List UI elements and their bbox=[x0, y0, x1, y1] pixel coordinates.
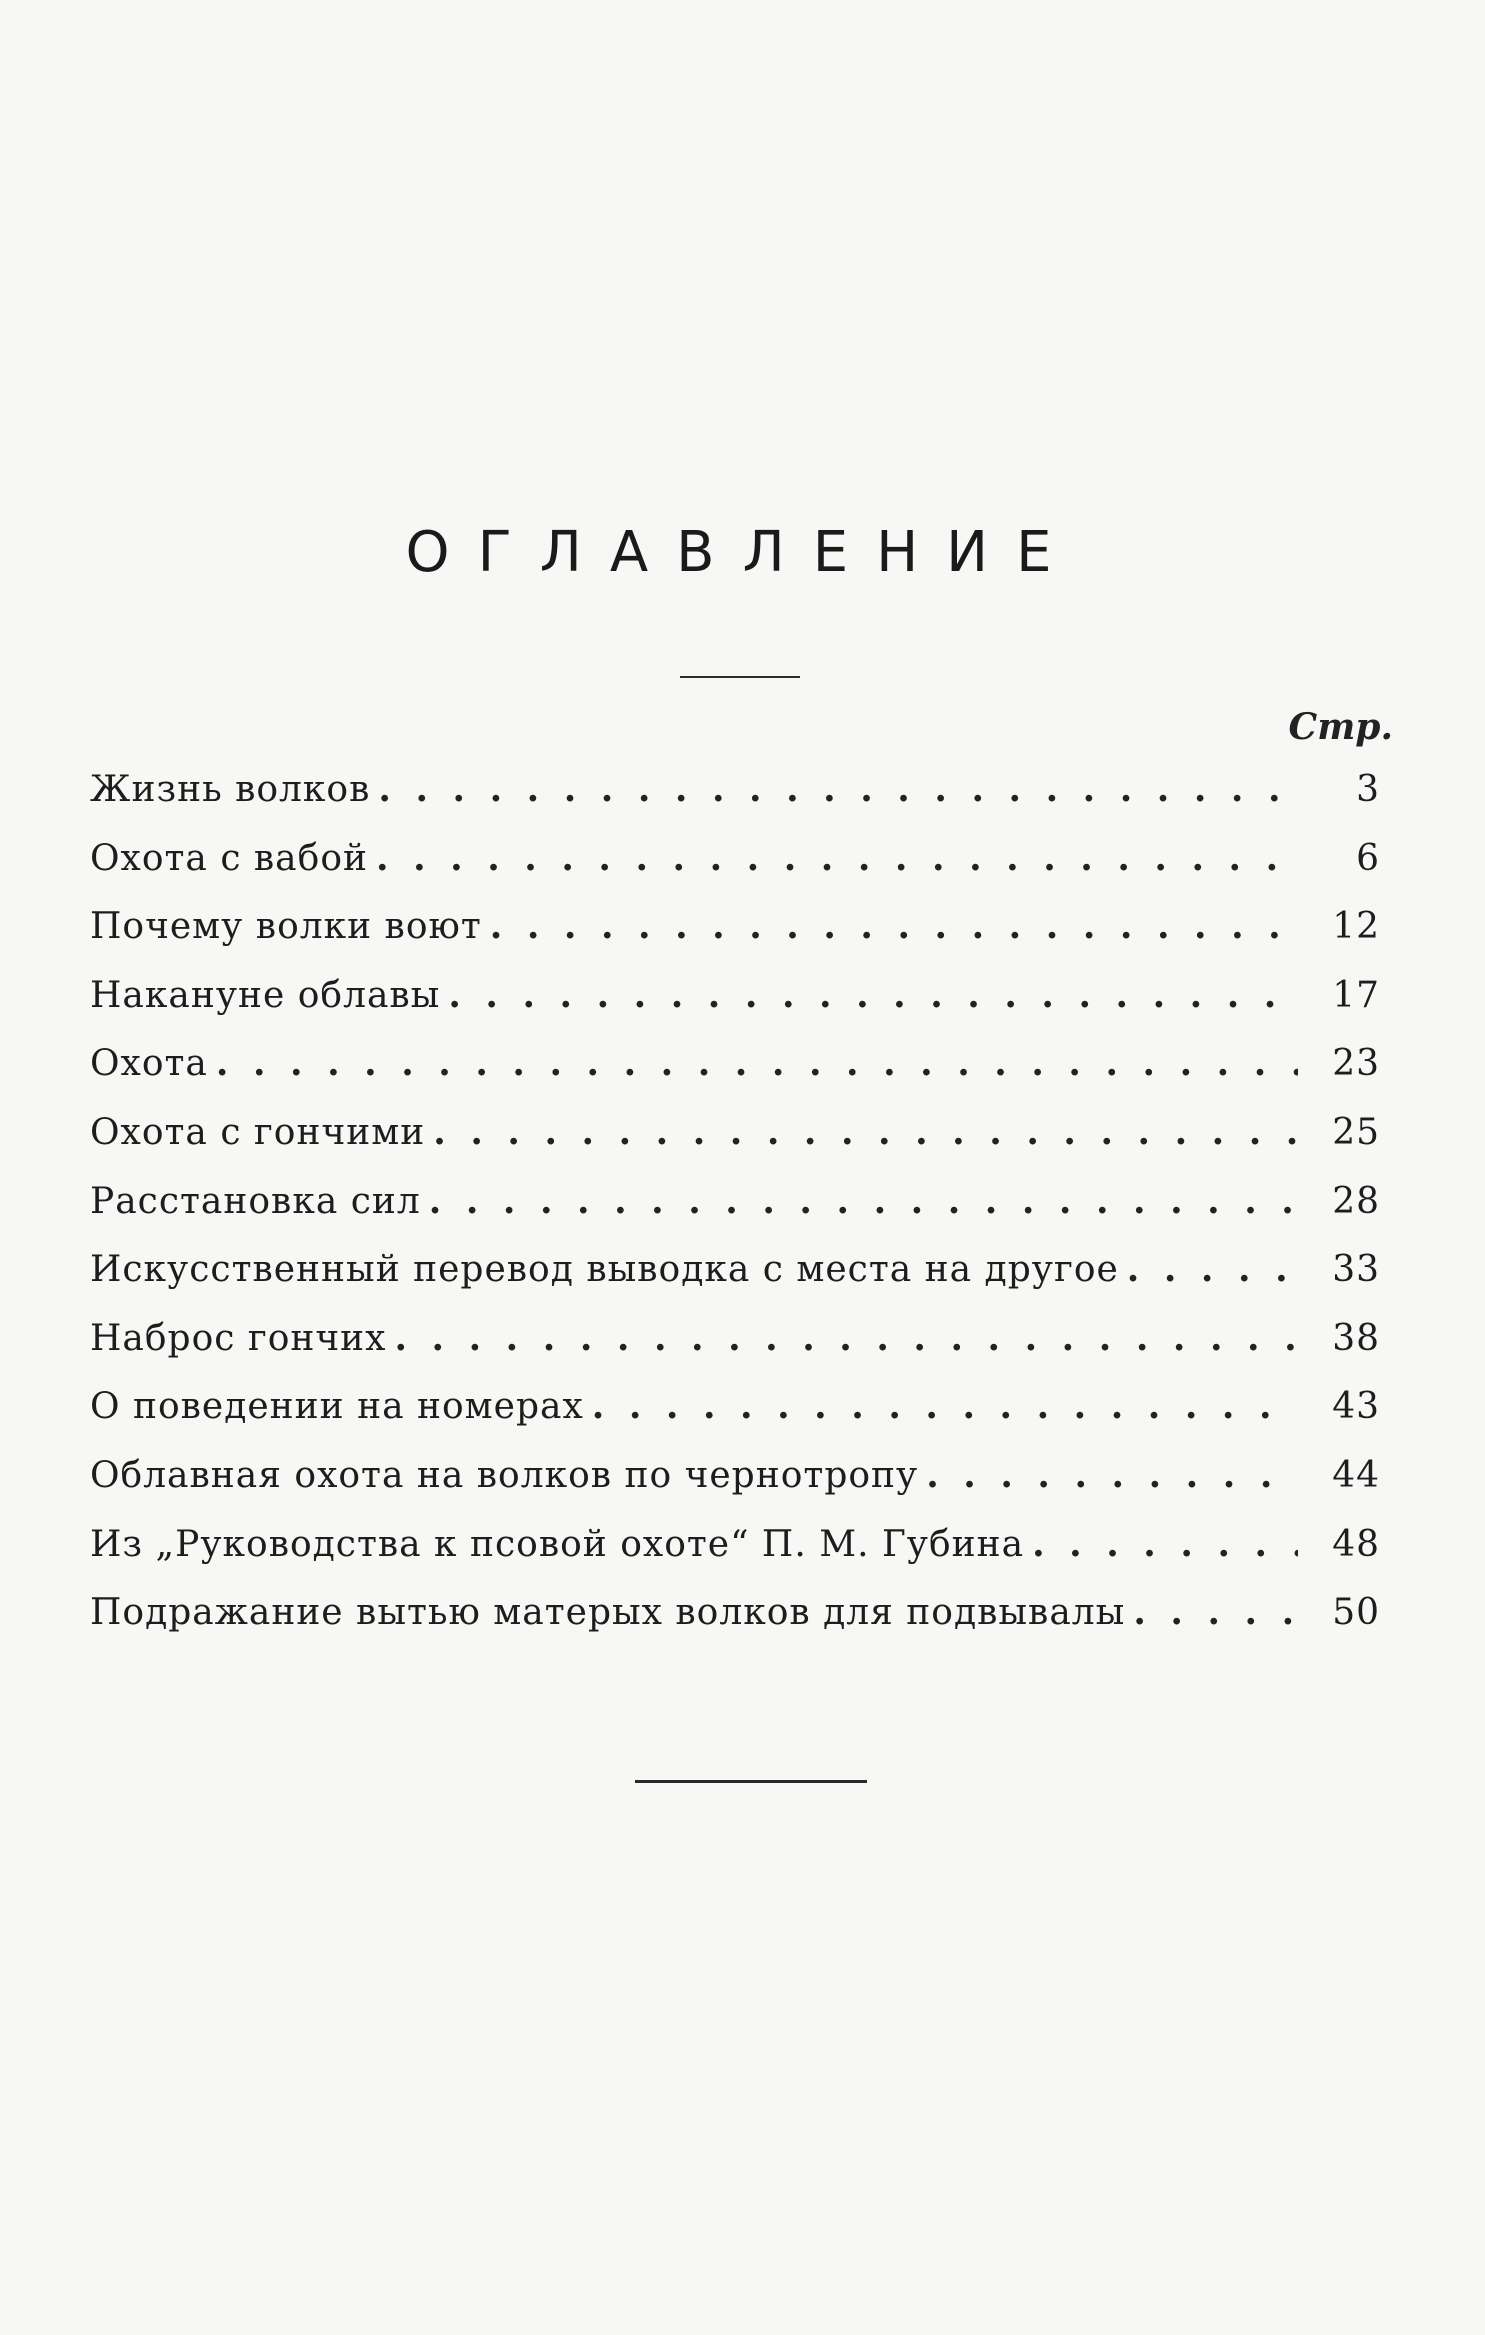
toc-entry bbox=[90, 1591, 1380, 1660]
toc-entry-page: 25 bbox=[1332, 1111, 1380, 1153]
toc-entry-page: 6 bbox=[1356, 837, 1380, 879]
dot-leader bbox=[926, 1454, 1298, 1496]
toc-entry bbox=[90, 1042, 1380, 1111]
toc-entry bbox=[90, 768, 1380, 837]
dot-leader bbox=[376, 837, 1298, 879]
toc-entry-title: Из „Руководства к псовой охоте“ П. М. Губина bbox=[90, 1523, 1025, 1565]
toc-entry-page: 12 bbox=[1332, 906, 1380, 948]
toc-entry-title: Искусственный перевод выводка с места на другое bbox=[90, 1249, 1119, 1291]
dot-leader bbox=[378, 768, 1298, 810]
toc-entry-page: 43 bbox=[1332, 1386, 1380, 1428]
toc-entry bbox=[90, 1523, 1380, 1592]
toc-entry-page: 50 bbox=[1332, 1592, 1380, 1634]
dot-leader bbox=[448, 974, 1298, 1016]
end-divider bbox=[635, 1780, 867, 1783]
dot-leader bbox=[592, 1385, 1298, 1427]
toc-entry bbox=[90, 1385, 1380, 1454]
toc-entry-page: 28 bbox=[1332, 1180, 1380, 1222]
dot-leader bbox=[1127, 1248, 1298, 1290]
toc-entry bbox=[90, 1248, 1380, 1317]
dot-leader bbox=[433, 1111, 1298, 1153]
toc-entry bbox=[90, 837, 1380, 906]
dot-leader bbox=[429, 1180, 1298, 1222]
title-divider bbox=[680, 676, 800, 678]
toc-entry bbox=[90, 1111, 1380, 1180]
dot-leader bbox=[216, 1042, 1298, 1084]
toc-entry-title: Наброс гончих bbox=[90, 1317, 387, 1359]
toc-entry bbox=[90, 974, 1380, 1043]
toc-entry bbox=[90, 1180, 1380, 1249]
toc-entry-page: 44 bbox=[1332, 1454, 1380, 1496]
toc-entry-title: Подражание вытью матерых волков для подвывалы bbox=[90, 1592, 1126, 1634]
toc-entry-title: Почему волки воют bbox=[90, 906, 482, 948]
toc-entry-title: Жизнь волков bbox=[90, 769, 371, 810]
page-column-label: Стр. bbox=[1288, 706, 1393, 748]
toc-entry-title: Охота с вабой bbox=[90, 837, 368, 879]
toc-entry-page: 33 bbox=[1332, 1249, 1380, 1291]
toc-entry bbox=[90, 905, 1380, 974]
toc-entry-title: Облавная охота на волков по чернотропу bbox=[90, 1454, 919, 1496]
dot-leader bbox=[1133, 1591, 1298, 1633]
page-title: ОГЛАВЛЕНИЕ bbox=[405, 520, 1080, 585]
toc-entry-title: Расстановка сил bbox=[90, 1180, 421, 1222]
toc-entry bbox=[90, 1454, 1380, 1523]
table-of-contents bbox=[90, 768, 1380, 1660]
toc-entry-page: 23 bbox=[1332, 1043, 1380, 1085]
toc-entry bbox=[90, 1317, 1380, 1386]
toc-entry-title: О поведении на номерах bbox=[90, 1386, 584, 1428]
toc-entry-page: 3 bbox=[1356, 769, 1380, 810]
toc-entry-title: Охота с гончими bbox=[90, 1111, 426, 1153]
toc-entry-title: Охота bbox=[90, 1043, 208, 1085]
toc-entry-page: 38 bbox=[1332, 1317, 1380, 1359]
toc-entry-title: Накануне облавы bbox=[90, 974, 441, 1016]
dot-leader bbox=[490, 905, 1298, 947]
toc-entry-page: 48 bbox=[1332, 1523, 1380, 1565]
toc-entry-page: 17 bbox=[1332, 974, 1380, 1016]
dot-leader bbox=[394, 1317, 1298, 1359]
dot-leader bbox=[1032, 1523, 1298, 1565]
